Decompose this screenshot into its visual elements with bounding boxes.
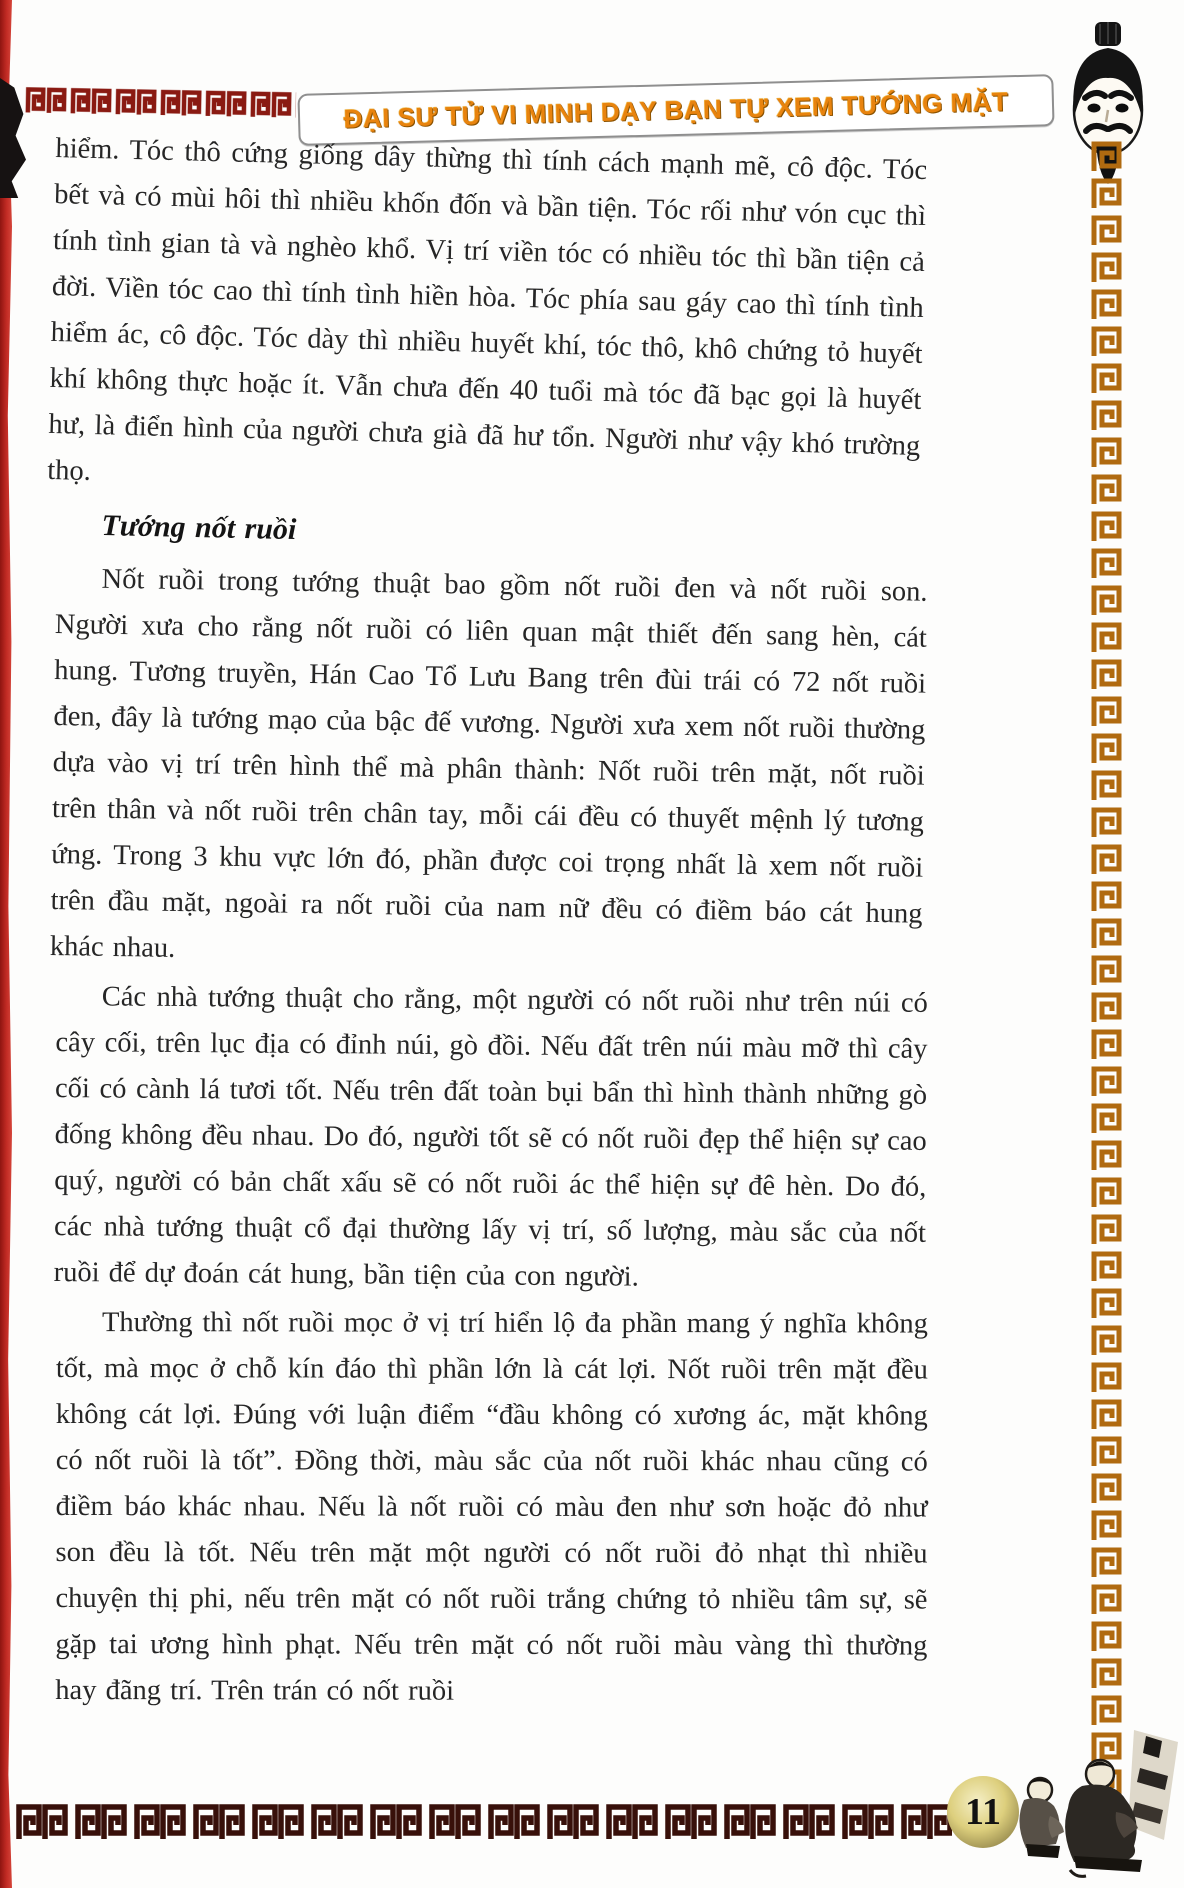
greek-key-row-icon (24, 83, 297, 122)
section-heading-moles: Tướng nốt ruồi (101, 508, 297, 547)
paragraph-moles-analogy: Các nhà tướng thuật cho rằng, một người có nốt ruồi như trên núi có cây cối, trên lục địa có đỉnh núi, gò đồi. Nếu đất trên núi màu mỡ thì cây cối có cành lá tươi tốt. Nếu trên đất toàn bụi bẩn thì hình thành những gò đống không đều nhau. Do đó, người tốt sẽ có nốt ruồi đẹp thể hiện sự cao quý, người có bản chất xấu sẽ có nốt ruồi ác thể hiện sự đê hèn. Do đó, các nhà tướng thuật cổ đại thường lấy vị trí, số lượng, màu sắc của nốt ruồi để dự đoán cát hung, bần tiện của con người. (53, 981, 928, 1293)
paragraph-moles-intro: Nốt ruồi trong tướng thuật bao gồm nốt ruồi đen và nốt ruồi son. Người xưa cho rằng nốt ruồi có liên quan mật thiết đến sang hèn, cát hung. Tương truyền, Hán Cao Tổ Lưu Bang trên đùi trái có 72 nốt ruồi đen, đây là tướng mạo của bậc đế vương. Người xưa xem nốt ruồi thường dựa vào vị trí trên hình thể mà phân thành: Nốt ruồi trên mặt, nốt ruồi trên thân và nốt ruồi trên chân tay, mỗi cái đều có thuyết mệnh lý tương ứng. Trong 3 khu vực lớn đó, phần được coi trọng nhất là xem nốt ruồi trên đầu mặt, ngoài ra nốt ruồi của nam nữ đều có điềm báo cát hung khác nhau. (49, 563, 928, 964)
sages-ink-illustration (996, 1728, 1184, 1888)
page-number: 11 (965, 1791, 1001, 1833)
greek-key-column-icon (1086, 138, 1128, 1814)
greek-key-band-icon (14, 1799, 952, 1846)
scan-edge-artifact (0, 78, 26, 198)
book-title: ĐẠI SƯ TỬ VI MINH DẠY BẠN TỰ XEM TƯỚNG MẶT (343, 85, 1009, 134)
top-meander-ornament-icon (24, 83, 297, 127)
right-meander-border-icon (1086, 138, 1128, 1819)
page-text (46, 126, 928, 1718)
paragraph-hair-reading: hiểm. Tóc thô cứng giống dây thừng thì tính cách mạnh mẽ, cô độc. Tóc bết và có mùi hôi thì nhiều khốn đốn và bần tiện. Tóc rối như vón cục thì tính tình gian tà và nghèo khổ. Vị trí viền tóc có nhiều tóc thì bần tiện cả đời. Viền tóc cao thì tính tình hiền hòa. Tóc phía sau gáy cao thì tính tình hiểm ác, cô độc. Tóc dày thì nhiều huyết khí, tóc thô, khô chứng tỏ huyết khí không thực hoặc ít. Vẫn chưa đến 40 tuổi mà tóc đã bạc gọi là huyết hư, là điển hình của người chưa già đã hư tổn. Người như vậy khó trường thọ. (46, 132, 928, 487)
bottom-meander-band-icon (14, 1799, 952, 1851)
paragraph-moles-meaning: Thường thì nốt ruồi mọc ở vị trí hiển lộ đa phần mang ý nghĩa không tốt, mà mọc ở chỗ kín đáo thì phần lớn là cát lợi. Nốt ruồi trên mặt đều không cát lợi. Đúng với luận điểm “đầu không có xương ác, mặt không có nốt ruồi là tốt”. Đồng thời, màu sắc của nốt ruồi khác nhau cũng có điềm báo khác nhau. Nếu là nốt ruồi có màu đen như sơn hoặc đỏ như son đều là tốt. Nếu trên mặt một người có nốt ruồi đỏ nhạt thì nhiều chuyện thị phi, nếu trên mặt có nốt ruồi trắng chứng tỏ nhiều tâm sự, sẽ gặp tai ương hình phạt. Nếu trên mặt có nốt ruồi màu vàng thì thường hay đãng trí. Trên trán có nốt ruồi (55, 1307, 928, 1707)
left-binding-strip (0, 0, 12, 1888)
